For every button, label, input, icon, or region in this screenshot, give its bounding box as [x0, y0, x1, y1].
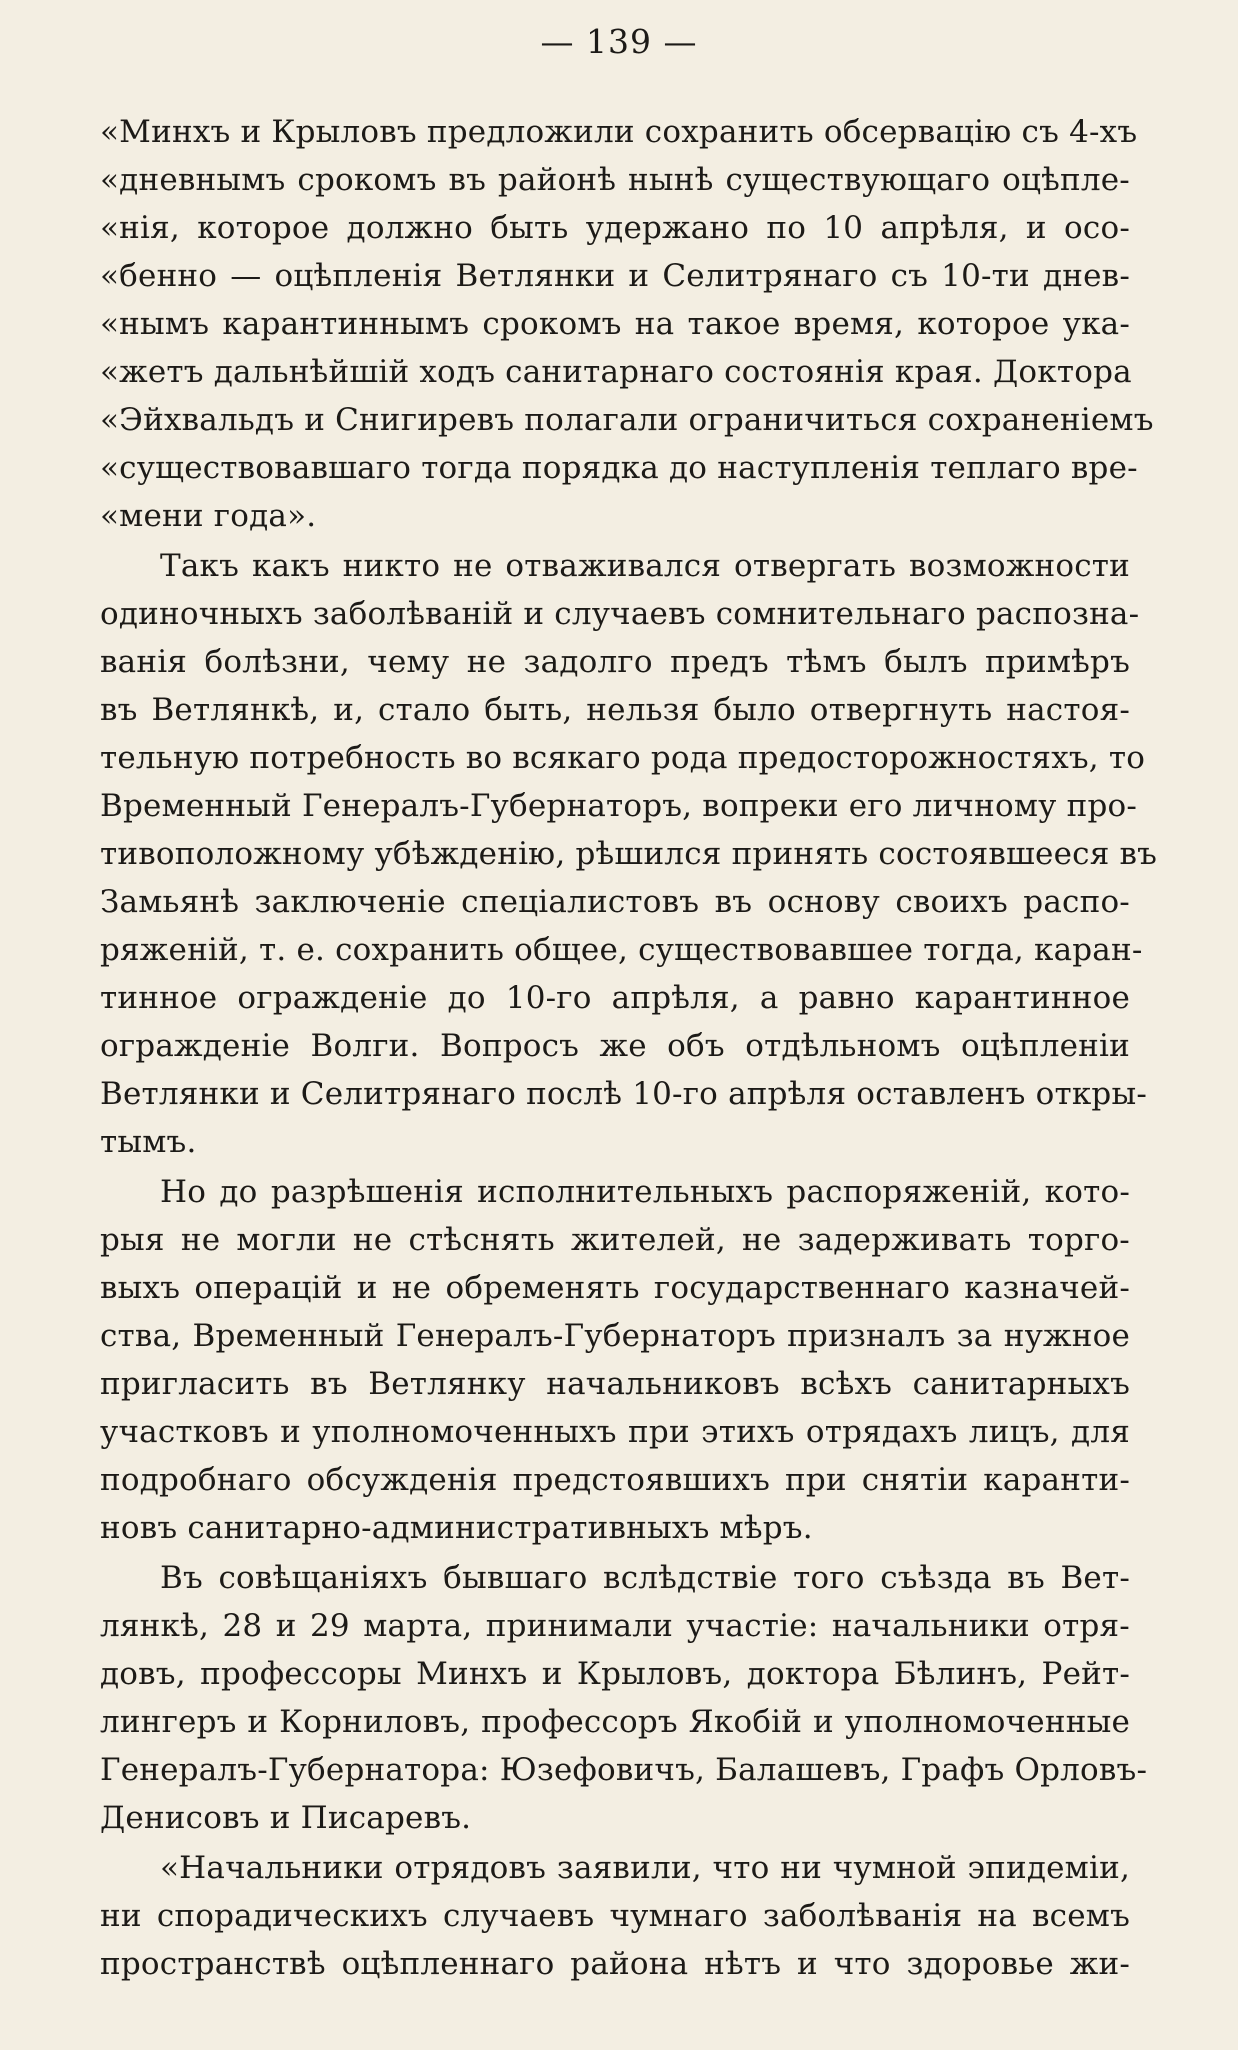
text-line: тивоположному убѣжденію, рѣшился принять состоявшееся въ — [100, 836, 1158, 872]
text-line: одиночныхъ заболѣваній и случаевъ сомнительнаго распозна- — [100, 596, 1140, 632]
text-line: участковъ и уполномоченныхъ при этихъ отрядахъ лицъ, для — [100, 1414, 1130, 1450]
text-line: лянкѣ, 28 и 29 марта, принимали участіе: начальники отря- — [100, 1608, 1130, 1644]
text-line: ни спорадическихъ случаевъ чумнаго заболѣванія на всемъ — [100, 1898, 1130, 1934]
paragraph — [100, 542, 1158, 1166]
text-line: тельную потребность во всякаго рода предосторожностяхъ, то — [100, 740, 1146, 776]
text-line: «нымъ карантиннымъ срокомъ на такое время, которое ука- — [100, 306, 1130, 342]
text-line: Генералъ-Губернатора: Юзефовичъ, Балашевъ, Графъ Орловъ- — [100, 1752, 1148, 1788]
paragraph — [100, 108, 1154, 540]
text-line: подробнаго обсужденія предстоявшихъ при снятіи каранти- — [100, 1462, 1130, 1498]
text-line: Замьянѣ заключеніе спеціалистовъ въ основу своихъ распо- — [100, 884, 1130, 920]
text-line: «жетъ дальнѣйшій ходъ санитарнаго состоянія края. Доктора — [100, 354, 1132, 390]
text-line: пригласить въ Ветлянку начальниковъ всѣхъ санитарныхъ — [100, 1366, 1130, 1402]
paragraph — [100, 1168, 1130, 1552]
text-line: Денисовъ и Писаревъ. — [100, 1800, 472, 1836]
text-line: «дневнымъ срокомъ въ районѣ нынѣ существующаго оцѣпле- — [100, 162, 1130, 198]
page-number: — 139 — — [540, 22, 698, 61]
text-line: Временный Генералъ-Губернаторъ, вопреки его личному про- — [100, 788, 1138, 824]
body-text — [100, 108, 1158, 1990]
text-line: тинное огражденіе до 10-го апрѣля, а равно карантинное — [100, 980, 1130, 1016]
text-line: «мени года». — [100, 498, 317, 534]
text-line: лингеръ и Корниловъ, профессоръ Якобій и уполномоченные — [100, 1704, 1130, 1740]
text-line: «нія, которое должно быть удержано по 10 апрѣля, и осо- — [100, 210, 1130, 246]
paragraph — [100, 1554, 1148, 1842]
text-line: «бенно — оцѣпленія Ветлянки и Селитрянаго съ 10-ти днев- — [100, 258, 1130, 294]
text-line: ряженій, т. е. сохранить общее, существовавшее тогда, каран- — [100, 932, 1143, 968]
text-line: рыя не могли не стѣснять жителей, не задерживать торго- — [100, 1222, 1130, 1258]
text-line: «существовавшаго тогда порядка до наступленія теплаго вре- — [100, 450, 1138, 486]
text-line: Такъ какъ никто не отваживался отвергать возможности — [160, 548, 1130, 584]
text-line: тымъ. — [100, 1124, 197, 1160]
paragraph — [100, 1844, 1130, 1988]
text-line: ванія болѣзни, чему не задолго предъ тѣмъ былъ примѣръ — [100, 644, 1130, 680]
text-line: ства, Временный Генералъ-Губернаторъ призналъ за нужное — [100, 1318, 1130, 1354]
text-line: Но до разрѣшенія исполнительныхъ распоряженій, кото- — [160, 1174, 1130, 1210]
text-line: довъ, профессоры Минхъ и Крыловъ, доктора Бѣлинъ, Рейт- — [100, 1656, 1130, 1692]
text-line: выхъ операцій и не обременять государственнаго казначей- — [100, 1270, 1130, 1306]
text-line: «Эйхвальдъ и Снигиревъ полагали ограничиться сохраненіемъ — [100, 402, 1154, 438]
text-line: «Минхъ и Крыловъ предложили сохранить обсервацію съ 4-хъ — [100, 114, 1138, 150]
text-line: Въ совѣщаніяхъ бывшаго вслѣдствіе того съѣзда въ Вет- — [160, 1560, 1130, 1596]
text-line: пространствѣ оцѣпленнаго района нѣтъ и что здоровье жи- — [100, 1946, 1130, 1982]
text-line: Ветлянки и Селитрянаго послѣ 10-го апрѣля оставленъ откры- — [100, 1076, 1148, 1112]
text-line: огражденіе Волги. Вопросъ же объ отдѣльномъ оцѣпленіи — [100, 1028, 1130, 1064]
text-line: въ Ветлянкѣ, и, стало быть, нельзя было отвергнуть настоя- — [100, 692, 1130, 728]
text-line: «Начальники отрядовъ заявили, что ни чумной эпидеміи, — [160, 1850, 1130, 1886]
text-line: новъ санитарно-административныхъ мѣръ. — [100, 1510, 813, 1546]
